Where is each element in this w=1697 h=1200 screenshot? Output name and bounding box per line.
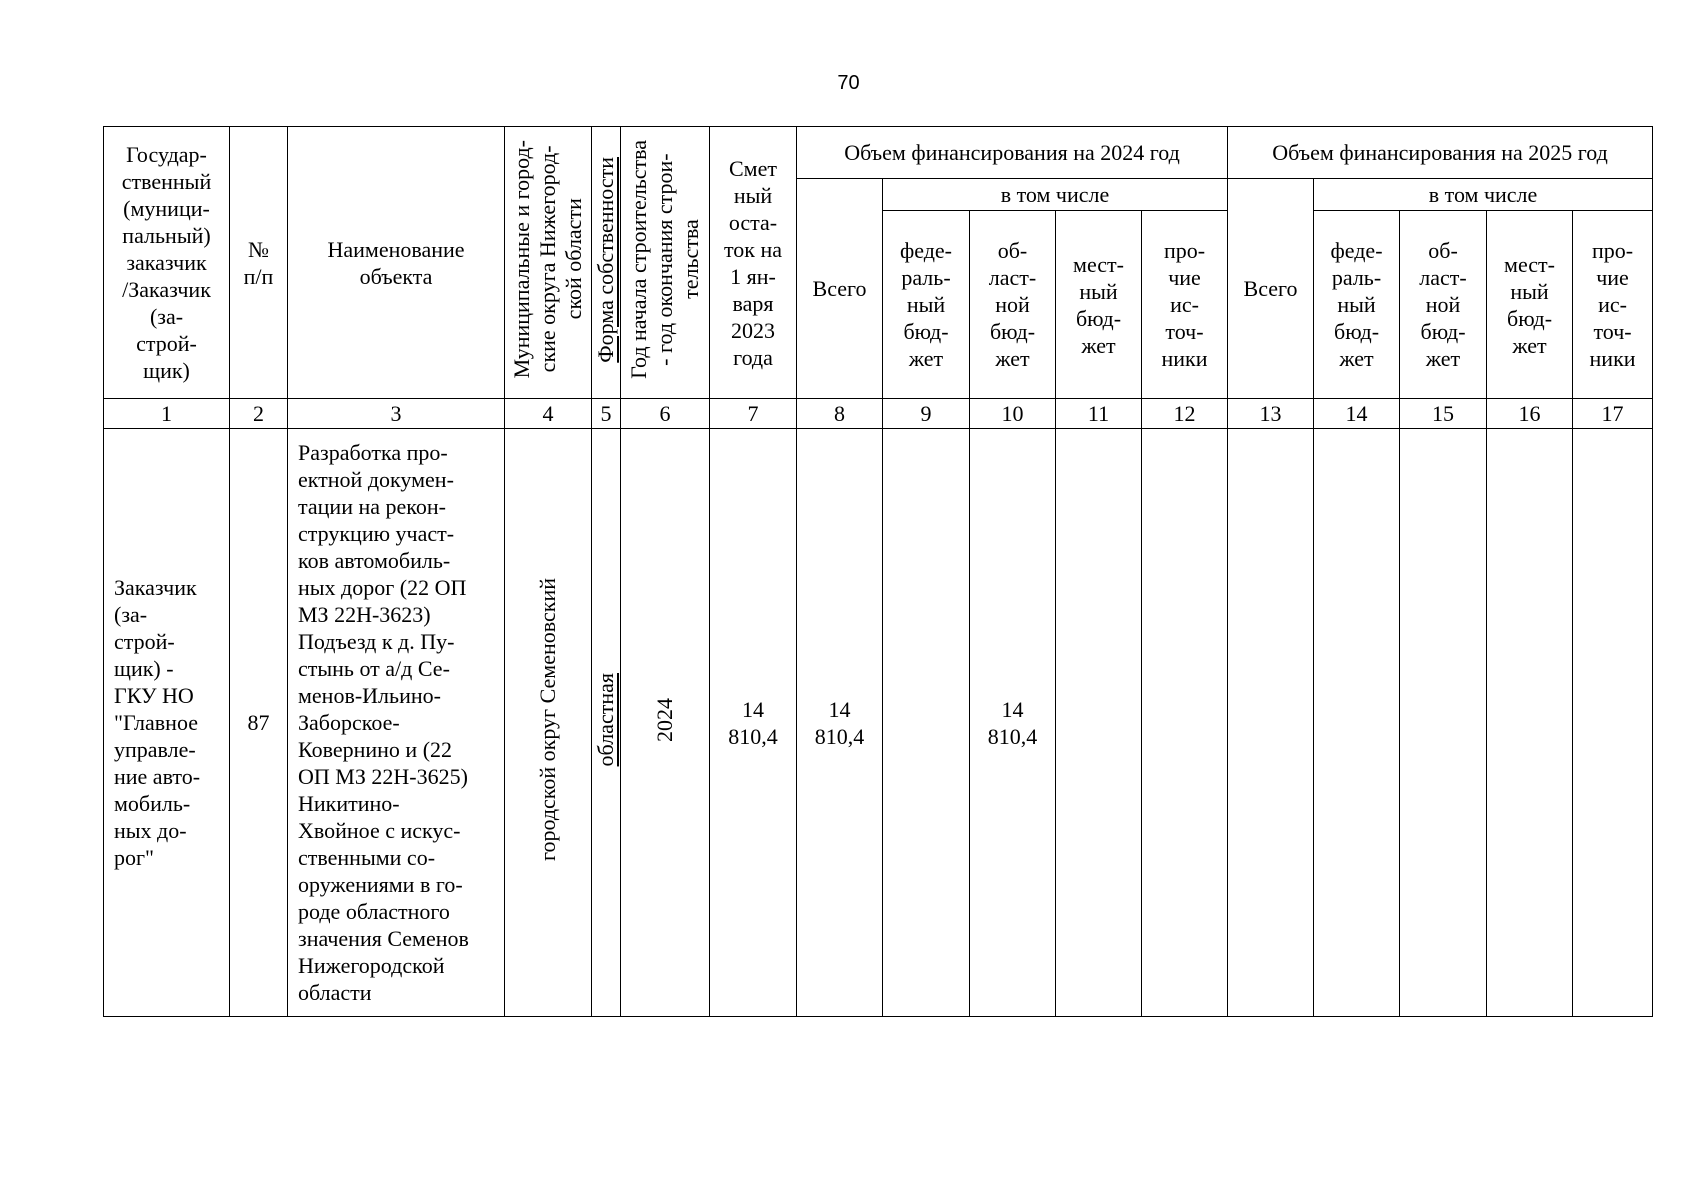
header-ownership-text: Форма собственности bbox=[593, 156, 618, 363]
column-number: 11 bbox=[1056, 399, 1142, 429]
header-federal-2024 bbox=[883, 211, 970, 399]
cell-customer bbox=[104, 429, 230, 1017]
cell-total-2024 bbox=[797, 429, 883, 1017]
header-estimate-text: Смет ный оста- ток на 1 ян- варя 2023 года bbox=[723, 155, 783, 370]
cell-years bbox=[621, 429, 710, 1017]
header-local-2025-text: мест- ный бюд- жет bbox=[1504, 251, 1555, 358]
column-number: 1 bbox=[104, 399, 230, 429]
cell-local-2025 bbox=[1487, 429, 1573, 1017]
cell-object-name-text: Разработка про- ектной докумен- тации на рекон- струкцию участ- ков автомобиль- ных дорог (22 ОП МЗ 22Н-3623) Подъезд к д. Пу- стынь от а/д Се- менов-Ильино- Заборское- Ковернино и (22 ОП МЗ 22Н-3625) Никитино- Хвойное с искус- ственными со- оружениями в го- роде областного значения Семенов Нижегородской области bbox=[298, 440, 469, 1005]
header-including-2024: в том числе bbox=[883, 179, 1228, 211]
header-ownership bbox=[592, 127, 621, 399]
header-municipality-text: Муниципальные и город- ские округа Нижегород- ской области bbox=[509, 140, 586, 379]
page-number: 70 bbox=[837, 72, 860, 94]
column-number: 15 bbox=[1400, 399, 1487, 429]
header-federal-2024-text: феде- раль- ный бюд- жет bbox=[899, 238, 952, 371]
header-local-2024-text: мест- ный бюд- жет bbox=[1073, 251, 1124, 358]
cell-total-2024-text: 14 810,4 bbox=[814, 696, 865, 749]
cell-local-2024 bbox=[1056, 429, 1142, 1017]
header-federal-2025-text: феде- раль- ный бюд- жет bbox=[1330, 238, 1383, 371]
cell-regional-2024-text: 14 810,4 bbox=[987, 696, 1038, 749]
header-including-2025: в том числе bbox=[1314, 179, 1653, 211]
header-other-2025-text: про- чие ис- точ- ники bbox=[1589, 238, 1636, 371]
header-total-2025: Всего bbox=[1228, 179, 1314, 399]
header-customer-text: Государ- ственный (муници- пальный) заказчик /Заказчик (за- строй- щик) bbox=[121, 142, 212, 383]
column-number: 4 bbox=[505, 399, 592, 429]
column-number: 9 bbox=[883, 399, 970, 429]
header-years-text: Год начала строительства - год окончания строи- тельства bbox=[626, 140, 703, 379]
header-regional-2025 bbox=[1400, 211, 1487, 399]
cell-regional-2024 bbox=[970, 429, 1056, 1017]
table-row bbox=[104, 429, 1653, 1017]
column-number: 17 bbox=[1573, 399, 1653, 429]
column-number: 2 bbox=[230, 399, 288, 429]
header-other-2024-text: про- чие ис- точ- ники bbox=[1161, 238, 1208, 371]
column-number: 3 bbox=[288, 399, 505, 429]
header-num bbox=[230, 127, 288, 399]
cell-object-name bbox=[288, 429, 505, 1017]
column-number: 12 bbox=[1142, 399, 1228, 429]
cell-regional-2025 bbox=[1400, 429, 1487, 1017]
cell-estimate-text: 14 810,4 bbox=[728, 696, 778, 749]
column-numbers-row bbox=[104, 399, 1653, 429]
header-other-2024 bbox=[1142, 211, 1228, 399]
header-regional-2024-text: об- ласт- ной бюд- жет bbox=[988, 238, 1037, 371]
cell-num: 87 bbox=[230, 429, 288, 1017]
column-number: 8 bbox=[797, 399, 883, 429]
cell-years-text: 2024 bbox=[652, 697, 677, 742]
column-number: 6 bbox=[621, 399, 710, 429]
cell-municipality-text: городской округ Семеновский bbox=[535, 578, 560, 861]
cell-federal-2025 bbox=[1314, 429, 1400, 1017]
header-total-2024: Всего bbox=[797, 179, 883, 399]
cell-other-2024 bbox=[1142, 429, 1228, 1017]
cell-other-2025 bbox=[1573, 429, 1653, 1017]
header-object-name bbox=[288, 127, 505, 399]
cell-total-2025 bbox=[1228, 429, 1314, 1017]
header-federal-2025 bbox=[1314, 211, 1400, 399]
header-other-2025 bbox=[1573, 211, 1653, 399]
header-municipality bbox=[505, 127, 592, 399]
header-financing-2025: Объем финансирования на 2025 год bbox=[1228, 127, 1653, 179]
column-number: 10 bbox=[970, 399, 1056, 429]
header-estimate bbox=[710, 127, 797, 399]
cell-federal-2024 bbox=[883, 429, 970, 1017]
header-local-2025 bbox=[1487, 211, 1573, 399]
header-regional-2024 bbox=[970, 211, 1056, 399]
header-object-name-text: Наименование объекта bbox=[327, 236, 465, 289]
column-number: 16 bbox=[1487, 399, 1573, 429]
cell-ownership bbox=[592, 429, 621, 1017]
cell-customer-text: Заказчик (за- строй- щик) - ГКУ НО "Главное управле- ние авто- мобиль- ных до- рог" bbox=[114, 575, 201, 870]
column-number: 14 bbox=[1314, 399, 1400, 429]
cell-estimate bbox=[710, 429, 797, 1017]
cell-municipality bbox=[505, 429, 592, 1017]
header-regional-2025-text: об- ласт- ной бюд- жет bbox=[1419, 238, 1467, 371]
header-local-2024 bbox=[1056, 211, 1142, 399]
column-number: 5 bbox=[592, 399, 621, 429]
header-financing-2024: Объем финансирования на 2024 год bbox=[797, 127, 1228, 179]
header-years bbox=[621, 127, 710, 399]
column-number: 7 bbox=[710, 399, 797, 429]
financing-table bbox=[103, 126, 1653, 1017]
column-number: 13 bbox=[1228, 399, 1314, 429]
header-num-text: № п/п bbox=[243, 236, 274, 289]
header-customer bbox=[104, 127, 230, 399]
cell-ownership-text: областная bbox=[593, 672, 618, 767]
